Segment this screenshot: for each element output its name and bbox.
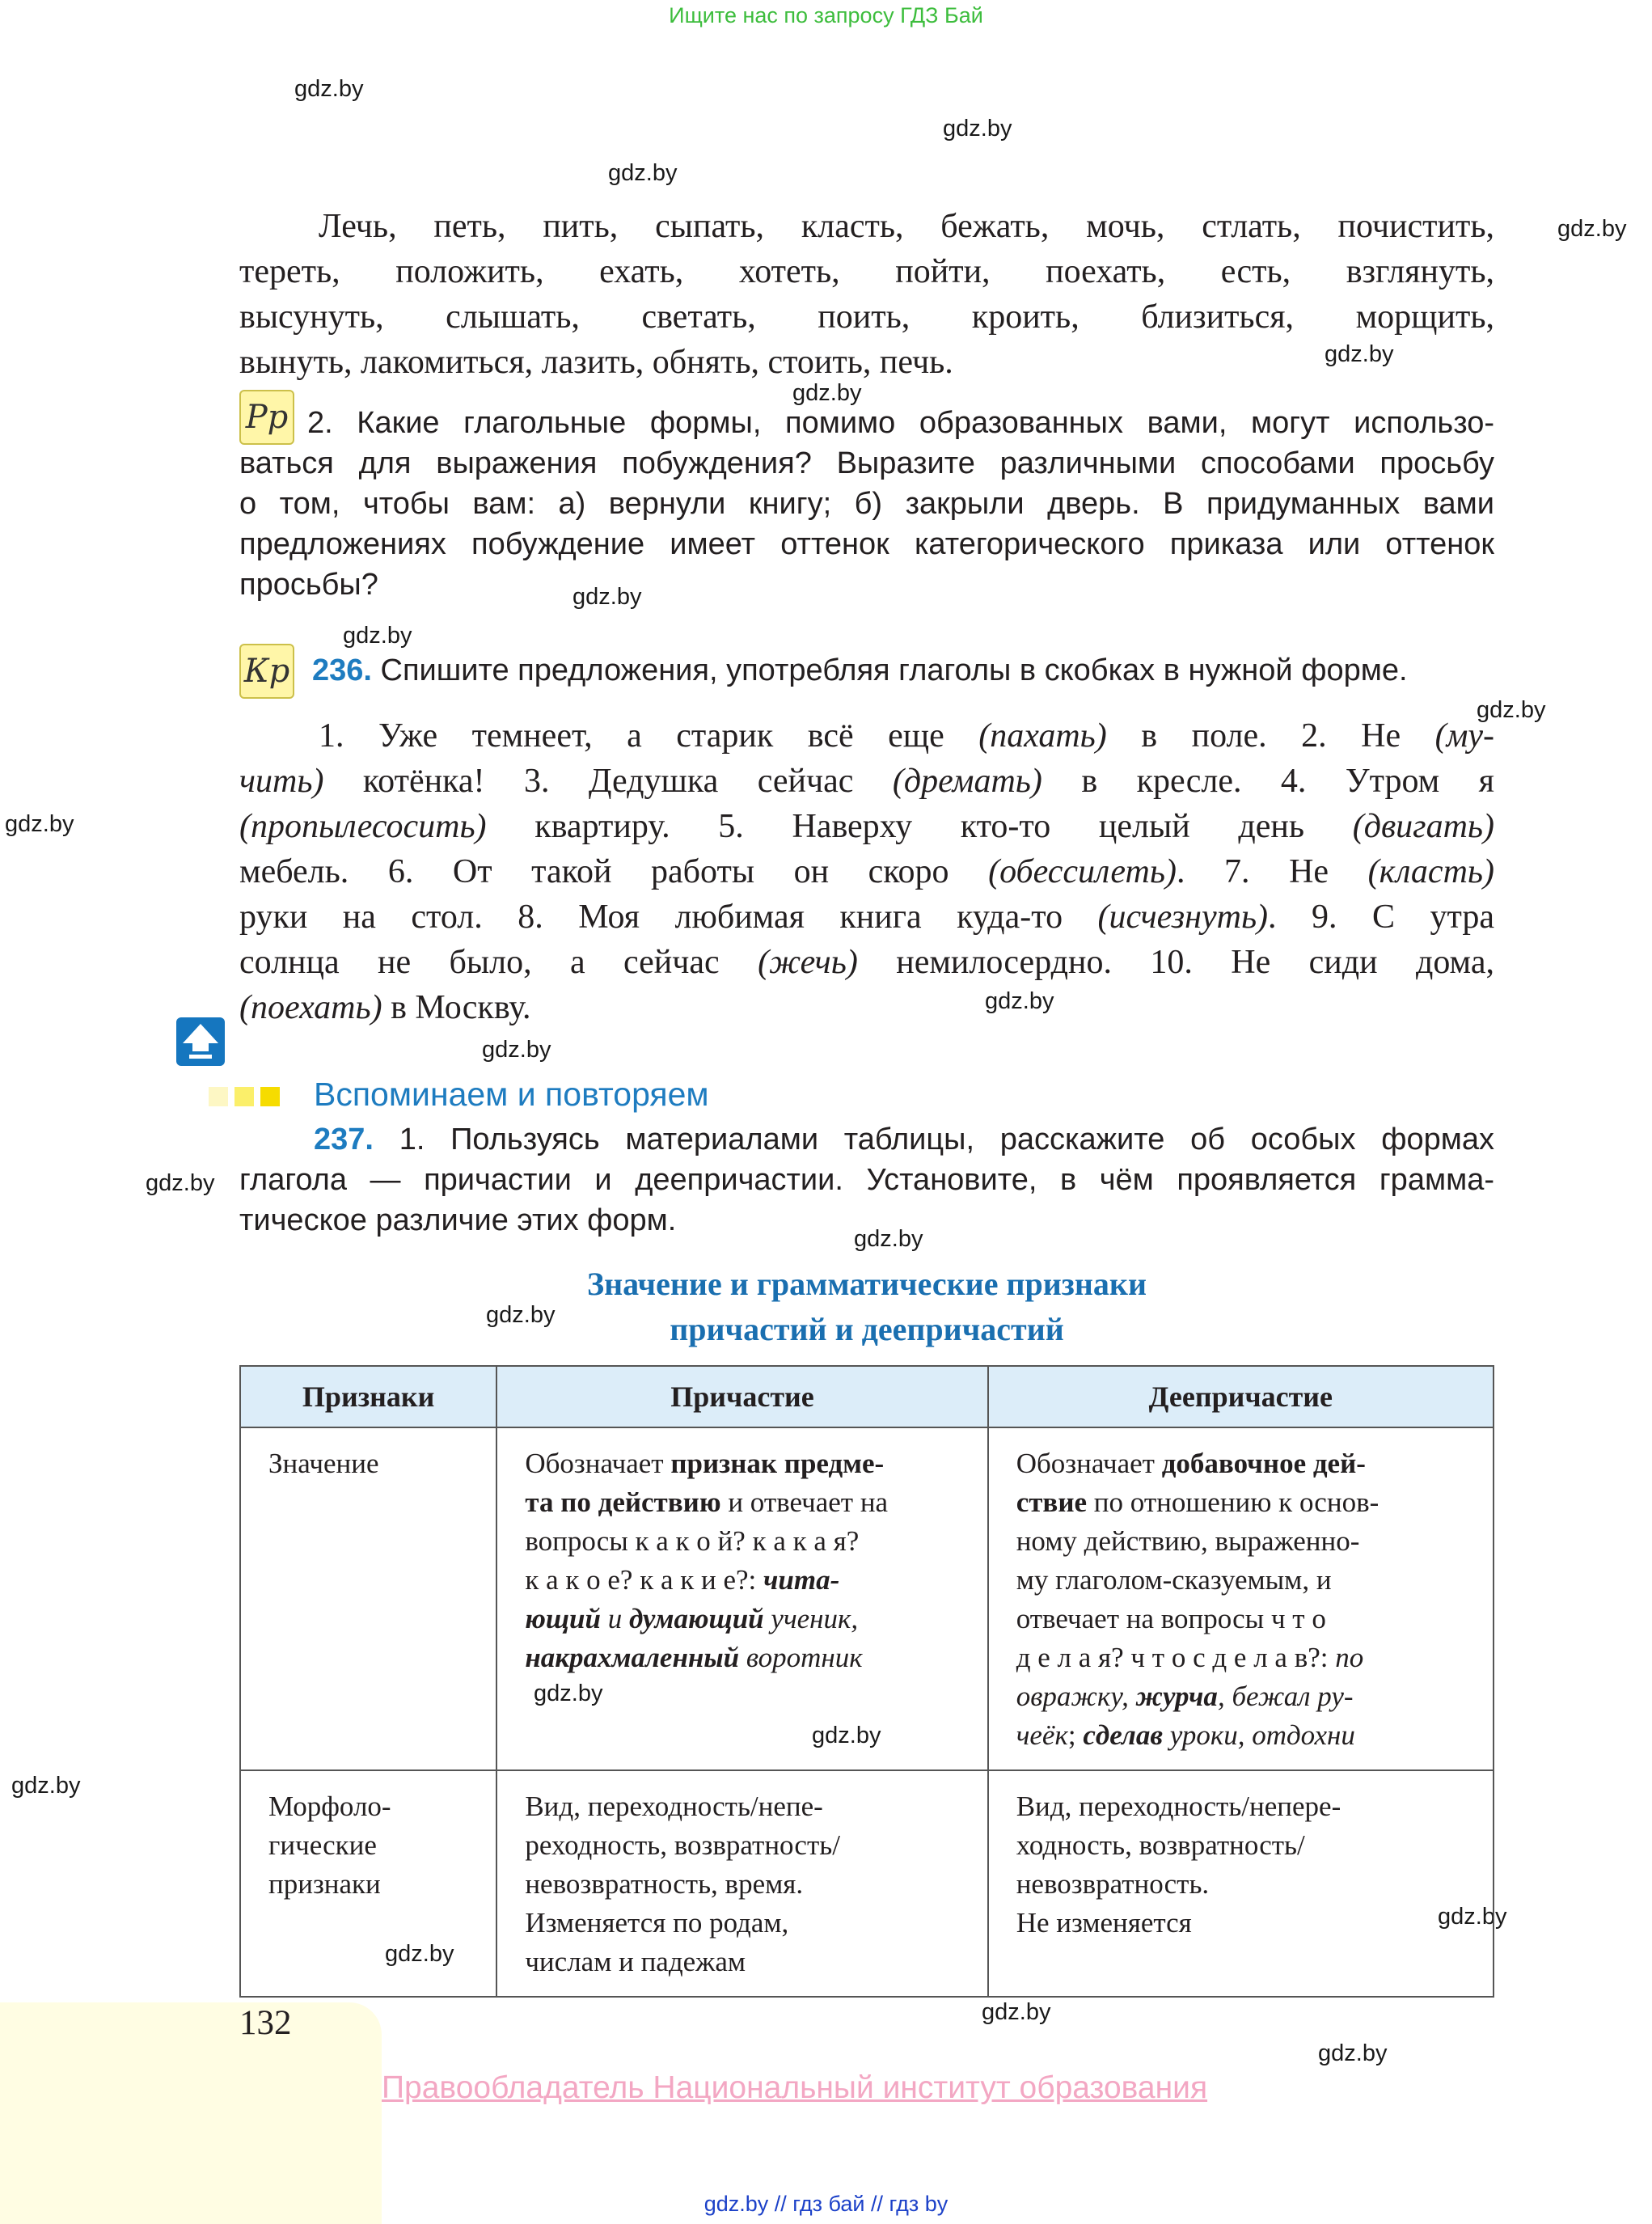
watermark: gdz.by <box>572 584 642 610</box>
control-task-icon: Кр <box>239 644 294 699</box>
text-segment: к а к о е? к а к и е?: <box>525 1564 764 1596</box>
watermark: gdz.by <box>1477 697 1546 723</box>
text-segment: квартиру. 5. Наверху кто-то целый день <box>486 808 1353 845</box>
watermark: gdz.by <box>294 76 364 102</box>
text-segment: (пропылесосить) <box>239 808 487 845</box>
cell-line <box>525 1600 962 1638</box>
text-segment: му глаголом-сказуемым, и <box>1016 1564 1332 1596</box>
watermark: gdz.by <box>1438 1904 1507 1930</box>
text-segment: (пахать) <box>978 717 1107 755</box>
text-segment: признак предме- <box>670 1448 885 1479</box>
text-segment: (дремать) <box>892 763 1042 800</box>
watermark: gdz.by <box>343 623 412 649</box>
exercise-236-line <box>239 759 1494 804</box>
exercise-236-line <box>239 804 1494 849</box>
text-segment: (му- <box>1434 717 1494 755</box>
exercise-236-line <box>239 894 1494 940</box>
text-segment: ствие <box>1016 1486 1088 1518</box>
rights-holder-link[interactable]: Правообладатель Национальный институт образования <box>382 2070 1208 2105</box>
text-segment: ющий <box>525 1603 601 1634</box>
watermark: gdz.by <box>792 380 862 406</box>
text-segment: чить) <box>239 763 324 800</box>
exercise-237-line: глагола — причастии и деепричастии. Установите, в чём проявляется грамма- <box>239 1163 1494 1197</box>
verb-list-line: Лечь, петь, пить, сыпать, класть, бежать, мочь, стлать, почистить, <box>319 208 1494 245</box>
text-segment: та по действию <box>525 1486 721 1518</box>
text-segment: (класть) <box>1367 853 1494 890</box>
text-segment: уроки, отдохни <box>1163 1719 1355 1751</box>
text-segment: , бежал ру- <box>1217 1681 1354 1712</box>
text-segment: думающий <box>628 1603 764 1634</box>
text-segment: ному действию, выраженно- <box>1016 1525 1360 1557</box>
cell-line <box>1016 1638 1468 1677</box>
text-segment: немилосердно. 10. Не сиди дома, <box>857 944 1494 981</box>
watermark: gdz.by <box>1557 216 1627 242</box>
exercise-236-line <box>239 985 1494 1030</box>
cell-line <box>525 1483 962 1522</box>
text-segment: (поехать) <box>239 989 382 1026</box>
exercise-237-line <box>314 1119 1494 1160</box>
watermark: gdz.by <box>534 1681 603 1706</box>
up-arrow-glyph <box>176 1017 225 1066</box>
table-row-meaning <box>240 1427 1494 1770</box>
watermark: gdz.by <box>943 116 1012 142</box>
text-segment: чеёк <box>1016 1719 1068 1751</box>
watermark: gdz.by <box>11 1773 81 1799</box>
task2-line: 2. Какие глагольные формы, помимо образованных вами, могут использо- <box>307 406 1494 440</box>
table-header: Деепричастие <box>988 1366 1494 1427</box>
text-segment: (жечь) <box>758 944 858 981</box>
cell-line <box>1016 1677 1468 1716</box>
table-title: Значение и грамматические признаки <box>586 1266 1147 1302</box>
instruction-text: Спишите предложения, употребляя глаголы в скобках в нужной форме. <box>380 653 1408 687</box>
up-arrow-icon[interactable] <box>176 1017 225 1066</box>
gerund-morphology-cell: Вид, переходность/непере- ходность, возвратность/ невозвратность. Не изменяется <box>988 1770 1494 1997</box>
text-segment: воротник <box>739 1642 863 1673</box>
text-segment: . 7. Не <box>1176 853 1368 890</box>
text-segment: по отношению к основ- <box>1087 1486 1379 1518</box>
exercise-number: 237. <box>314 1123 374 1156</box>
text-segment: Обозначает <box>1016 1448 1162 1479</box>
table-row-morphology <box>240 1770 1494 1997</box>
text-segment: в поле. 2. Не <box>1106 717 1435 755</box>
text-segment: мебель. 6. От такой работы он скоро <box>239 853 989 890</box>
row-label: Значение <box>240 1427 496 1770</box>
text-segment: и отвечает на <box>720 1486 889 1518</box>
bottom-links[interactable]: gdz.by // гдз бай // гдз by <box>703 2192 949 2216</box>
text-segment: и <box>600 1603 629 1634</box>
cell-line <box>525 1561 962 1600</box>
watermark: gdz.by <box>146 1170 215 1196</box>
exercise-236-instruction <box>312 650 1494 691</box>
watermark: gdz.by <box>854 1226 923 1252</box>
text-segment: по <box>1335 1642 1364 1673</box>
participle-morphology-cell: Вид, переходность/непе- реходность, возвратность/ невозвратность, время. Изменяется по родам, числам и падежам <box>496 1770 987 1997</box>
page-corner-tint <box>0 2002 382 2224</box>
text-segment: (исчезнуть) <box>1097 898 1269 936</box>
cell-line <box>1016 1444 1468 1483</box>
verb-list-line: высунуть, слышать, светать, поить, кроить, близиться, морщить, <box>239 298 1494 336</box>
watermark: gdz.by <box>486 1302 556 1328</box>
cell-line <box>1016 1483 1468 1522</box>
watermark: gdz.by <box>982 1999 1051 2025</box>
text-segment: чита- <box>763 1564 840 1596</box>
verb-list-line: тереть, положить, ехать, хотеть, пойти, поехать, есть, взглянуть, <box>239 253 1494 290</box>
task2-line: ваться для выражения побуждения? Выразите различными способами просьбу <box>239 446 1494 480</box>
table-header: Причастие <box>496 1366 987 1427</box>
text-segment: солнца не было, а сейчас <box>239 944 758 981</box>
watermark: gdz.by <box>1325 341 1394 367</box>
table-header-row <box>240 1366 1494 1427</box>
text-segment: ; <box>1067 1719 1084 1751</box>
speech-task-icon: Рр <box>239 390 294 445</box>
watermark: gdz.by <box>608 160 678 186</box>
text-segment: в Москву. <box>382 989 531 1026</box>
cell-line <box>1016 1716 1468 1755</box>
text-segment: ученик, <box>763 1603 859 1634</box>
exercise-236-line <box>319 713 1494 759</box>
text-segment: накрахмаленный <box>525 1642 740 1673</box>
watermark: gdz.by <box>5 811 74 837</box>
exercise-237-line: тическое различие этих форм. <box>239 1203 677 1237</box>
exercise-236-line <box>239 849 1494 894</box>
text-segment: (обессилеть) <box>988 853 1177 890</box>
verb-list-line: вынуть, лакомиться, лазить, обнять, стоить, печь. <box>239 344 953 381</box>
gerund-meaning-cell <box>988 1427 1494 1770</box>
text-segment: овражку, <box>1016 1681 1136 1712</box>
watermark: gdz.by <box>1318 2040 1388 2066</box>
text-segment: добавочное дей- <box>1161 1448 1366 1479</box>
watermark: gdz.by <box>385 1941 454 1967</box>
table-header: Признаки <box>240 1366 496 1427</box>
watermark: gdz.by <box>482 1037 551 1063</box>
cell-line <box>1016 1522 1468 1561</box>
table-subtitle: причастий и деепричастий <box>670 1311 1064 1347</box>
text-segment: . 9. С утра <box>1268 898 1494 936</box>
task2-line: предложениях побуждение имеет оттенок категорического приказа или оттенок <box>239 527 1494 561</box>
exercise-236-line <box>239 940 1494 985</box>
cell-line <box>525 1522 962 1561</box>
text-segment: котёнка! 3. Дедушка сейчас <box>323 763 893 800</box>
text-segment: вопросы к а к о й? к а к а я? <box>525 1525 860 1557</box>
cell-line <box>1016 1600 1468 1638</box>
page-number: 132 <box>239 2004 292 2042</box>
exercise-number: 236. <box>312 653 372 687</box>
row-label: Морфоло- гические признаки <box>240 1770 496 1997</box>
text-segment: отвечает на вопросы ч т о <box>1016 1603 1326 1634</box>
section-title: Вспоминаем и повторяем <box>314 1076 709 1113</box>
text-segment: руки на стол. 8. Моя любимая книга куда-то <box>239 898 1098 936</box>
text-segment: д е л а я? ч т о с д е л а в?: <box>1016 1642 1336 1673</box>
exercise-237-text: 1. Пользуясь материалами таблицы, расскажите об особых формах <box>399 1123 1494 1156</box>
task2-line: о том, чтобы вам: а) вернули книгу; б) закрыли дверь. В придуманных вами <box>239 487 1494 521</box>
participle-meaning-cell <box>496 1427 987 1770</box>
watermark: gdz.by <box>985 988 1054 1014</box>
features-table <box>239 1365 1494 1998</box>
text-segment: (двигать) <box>1352 808 1494 845</box>
cell-line <box>525 1444 962 1483</box>
task2-line: просьбы? <box>239 568 378 602</box>
watermark: gdz.by <box>812 1723 881 1748</box>
top-banner: Ищите нас по запросу ГДЗ Бай <box>669 3 983 27</box>
cell-line <box>525 1638 962 1677</box>
text-segment: в кресле. 4. Утром я <box>1041 763 1494 800</box>
text-segment: 1. Уже темнеет, а старик всё еще <box>319 717 979 755</box>
text-segment: журча <box>1135 1681 1218 1712</box>
section-marker-icon <box>209 1087 280 1110</box>
text-segment: Обозначает <box>525 1448 671 1479</box>
text-segment: сделав <box>1083 1719 1163 1751</box>
cell-line <box>1016 1561 1468 1600</box>
